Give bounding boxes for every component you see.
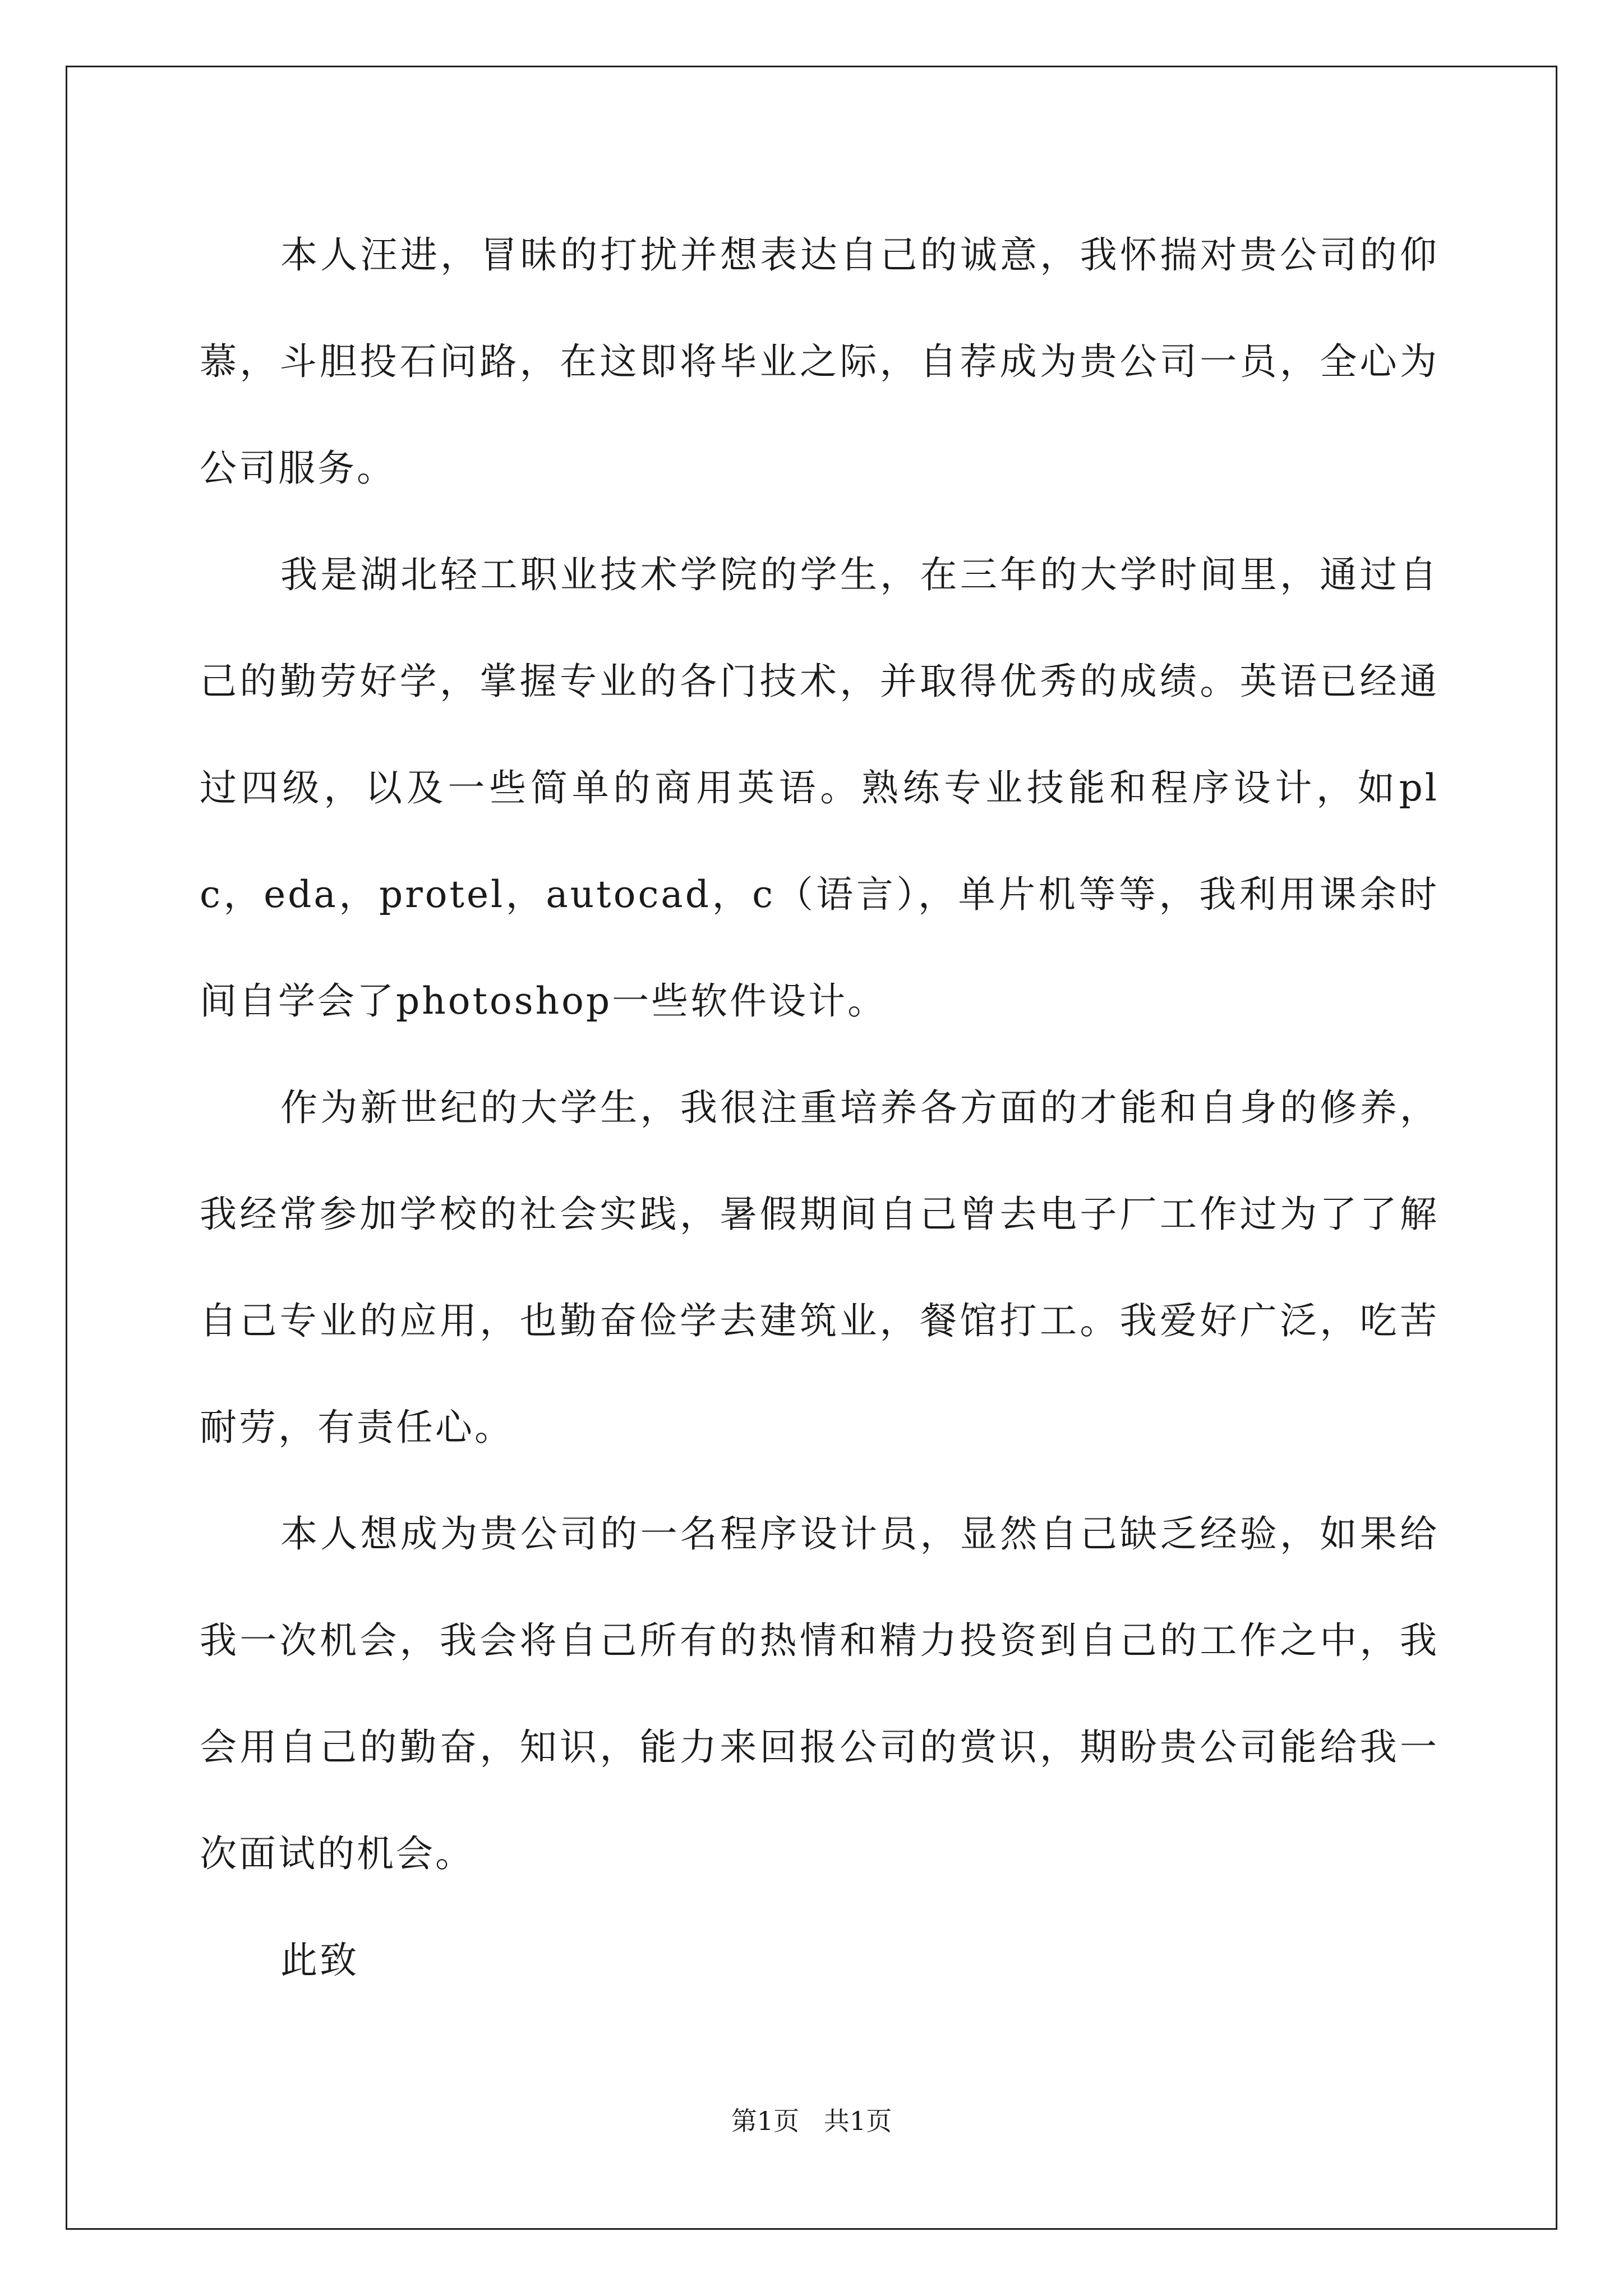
paragraph-experience: 作为新世纪的大学生，我很注重培养各方面的才能和自身的修养，我经常参加学校的社会实践，暑假期间自己曾去电子厂工作过为了了解自己专业的应用，也勤奋俭学去建筑业，餐馆打工。我爱好广泛，吃苦耐劳，有责任心。 [200, 1086, 1439, 1449]
paragraph-intro: 本人汪进，冒昧的打扰并想表达自己的诚意，我怀揣对贵公司的仰慕，斗胆投石问路，在这即将毕业之际，自荐成为贵公司一员，全心为公司服务。 [200, 233, 1439, 490]
letter-body [200, 202, 1439, 2014]
closing-salutation: 此致 [280, 1939, 359, 1982]
page-number: 第1页 共1页 [731, 2106, 892, 2136]
paragraph-education: 我是湖北轻工职业技术学院的学生，在三年的大学时间里，通过自己的勤劳好学，掌握专业的各门技术，并取得优秀的成绩。英语已经通过四级，以及一些简单的商用英语。熟练专业技能和程序设计，如plc，eda，protel，autocad，c（语言），单片机等等，我利用课余时间自学会了photoshop一些软件设计。 [200, 553, 1439, 1023]
page-footer [0, 2101, 1623, 2138]
paragraph-request: 本人想成为贵公司的一名程序设计员，显然自己缺乏经验，如果给我一次机会，我会将自己所有的热情和精力投资到自己的工作之中，我会用自己的勤奋，知识，能力来回报公司的赏识，期盼贵公司能给我一次面试的机会。 [200, 1512, 1439, 1875]
